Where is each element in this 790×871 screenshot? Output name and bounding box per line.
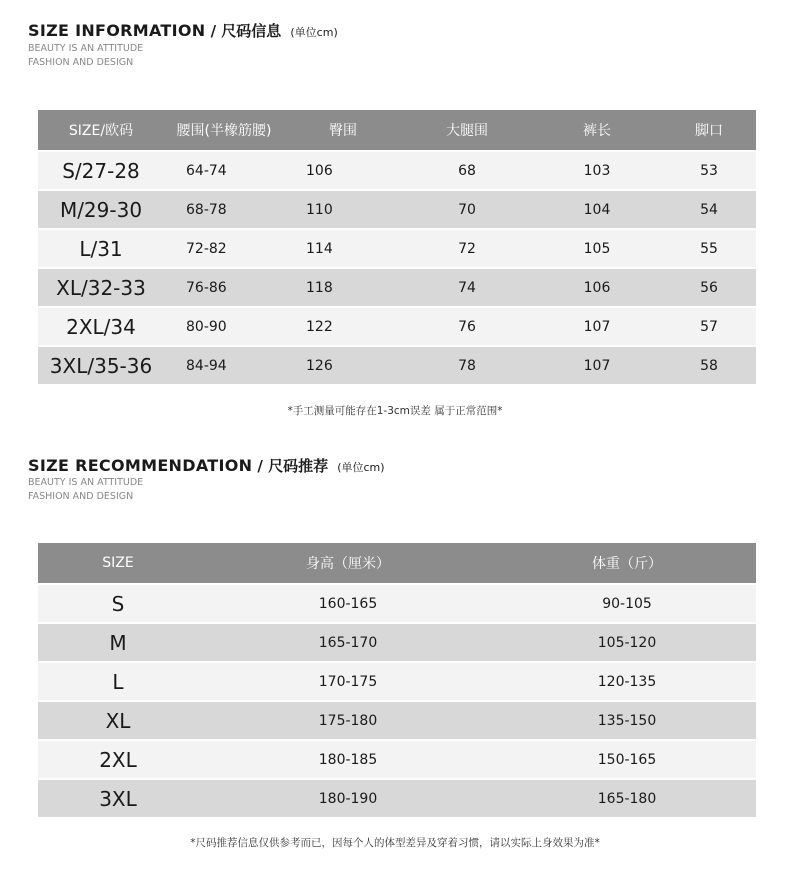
cell-size: S/27-28 — [38, 151, 164, 190]
table-row — [38, 229, 756, 268]
cell-length: 107 — [532, 307, 662, 346]
cell-waist: 84-94 — [164, 346, 284, 384]
table-row — [38, 190, 756, 229]
cell-hip: 126 — [284, 346, 402, 384]
cell-weight: 135-150 — [498, 701, 756, 740]
cell-length: 107 — [532, 346, 662, 384]
cell-thigh: 78 — [402, 346, 532, 384]
cell-size: L — [38, 662, 198, 701]
header-size: SIZE — [38, 543, 198, 584]
size-information-subtitle-2: FASHION AND DESIGN — [28, 57, 134, 68]
cell-thigh: 70 — [402, 190, 532, 229]
table-row — [38, 779, 756, 817]
cell-hem: 57 — [662, 307, 756, 346]
table-header-row — [38, 110, 756, 151]
table-row — [38, 151, 756, 190]
size-information-title-cn: / 尺码信息 — [210, 22, 282, 40]
cell-size: 2XL — [38, 740, 198, 779]
cell-length: 104 — [532, 190, 662, 229]
cell-weight: 150-165 — [498, 740, 756, 779]
cell-size: 3XL — [38, 779, 198, 817]
cell-length: 106 — [532, 268, 662, 307]
cell-size: XL/32-33 — [38, 268, 164, 307]
header-length: 裤长 — [532, 110, 662, 151]
cell-size: L/31 — [38, 229, 164, 268]
cell-waist: 68-78 — [164, 190, 284, 229]
cell-thigh: 72 — [402, 229, 532, 268]
size-recommendation-subtitle-2: FASHION AND DESIGN — [28, 491, 134, 502]
cell-size: 3XL/35-36 — [38, 346, 164, 384]
cell-height: 175-180 — [198, 701, 498, 740]
header-thigh: 大腿围 — [402, 110, 532, 151]
size-recommendation-subtitle-1: BEAUTY IS AN ATTITUDE — [28, 477, 144, 488]
table-row — [38, 307, 756, 346]
table-row — [38, 623, 756, 662]
size-information-table — [38, 110, 756, 384]
cell-height: 180-185 — [198, 740, 498, 779]
size-information-unit: (单位cm) — [290, 26, 338, 39]
size-recommendation-table — [38, 543, 756, 817]
cell-hem: 54 — [662, 190, 756, 229]
cell-hip: 106 — [284, 151, 402, 190]
cell-waist: 72-82 — [164, 229, 284, 268]
cell-length: 105 — [532, 229, 662, 268]
header-hip: 臀围 — [284, 110, 402, 151]
table-header-row — [38, 543, 756, 584]
table-row — [38, 662, 756, 701]
cell-waist: 76-86 — [164, 268, 284, 307]
cell-thigh: 68 — [402, 151, 532, 190]
cell-hem: 58 — [662, 346, 756, 384]
size-information-heading — [28, 20, 338, 41]
cell-thigh: 76 — [402, 307, 532, 346]
size-information-subtitle-1: BEAUTY IS AN ATTITUDE — [28, 43, 144, 54]
cell-hem: 55 — [662, 229, 756, 268]
size-information-title: SIZE INFORMATION — [28, 21, 206, 40]
header-hem: 脚口 — [662, 110, 756, 151]
cell-size: M — [38, 623, 198, 662]
cell-hip: 118 — [284, 268, 402, 307]
cell-thigh: 74 — [402, 268, 532, 307]
cell-size: S — [38, 584, 198, 623]
cell-weight: 90-105 — [498, 584, 756, 623]
table-row — [38, 701, 756, 740]
cell-weight: 165-180 — [498, 779, 756, 817]
header-height: 身高（厘米） — [198, 543, 498, 584]
cell-height: 165-170 — [198, 623, 498, 662]
cell-waist: 64-74 — [164, 151, 284, 190]
cell-size: XL — [38, 701, 198, 740]
header-size: SIZE/欧码 — [38, 110, 164, 151]
cell-waist: 80-90 — [164, 307, 284, 346]
cell-height: 180-190 — [198, 779, 498, 817]
cell-hem: 56 — [662, 268, 756, 307]
header-waist: 腰围(半橡筋腰) — [164, 110, 284, 151]
table-row — [38, 740, 756, 779]
cell-hem: 53 — [662, 151, 756, 190]
table-row — [38, 346, 756, 384]
size-recommendation-title: SIZE RECOMMENDATION — [28, 456, 253, 475]
cell-hip: 114 — [284, 229, 402, 268]
cell-size: M/29-30 — [38, 190, 164, 229]
cell-hip: 122 — [284, 307, 402, 346]
cell-size: 2XL/34 — [38, 307, 164, 346]
cell-hip: 110 — [284, 190, 402, 229]
header-weight: 体重（斤） — [498, 543, 756, 584]
size-recommendation-note: *尺码推荐信息仅供参考而已，因每个人的体型差异及穿着习惯，请以实际上身效果为准* — [190, 837, 600, 849]
size-recommendation-title-cn: / 尺码推荐 — [257, 457, 329, 475]
table-row — [38, 584, 756, 623]
table-row — [38, 268, 756, 307]
size-recommendation-unit: (单位cm) — [337, 461, 385, 474]
cell-height: 160-165 — [198, 584, 498, 623]
cell-weight: 105-120 — [498, 623, 756, 662]
size-information-note: *手工测量可能存在1-3cm误差 属于正常范围* — [287, 405, 503, 417]
cell-weight: 120-135 — [498, 662, 756, 701]
cell-length: 103 — [532, 151, 662, 190]
size-recommendation-heading — [28, 455, 385, 476]
cell-height: 170-175 — [198, 662, 498, 701]
